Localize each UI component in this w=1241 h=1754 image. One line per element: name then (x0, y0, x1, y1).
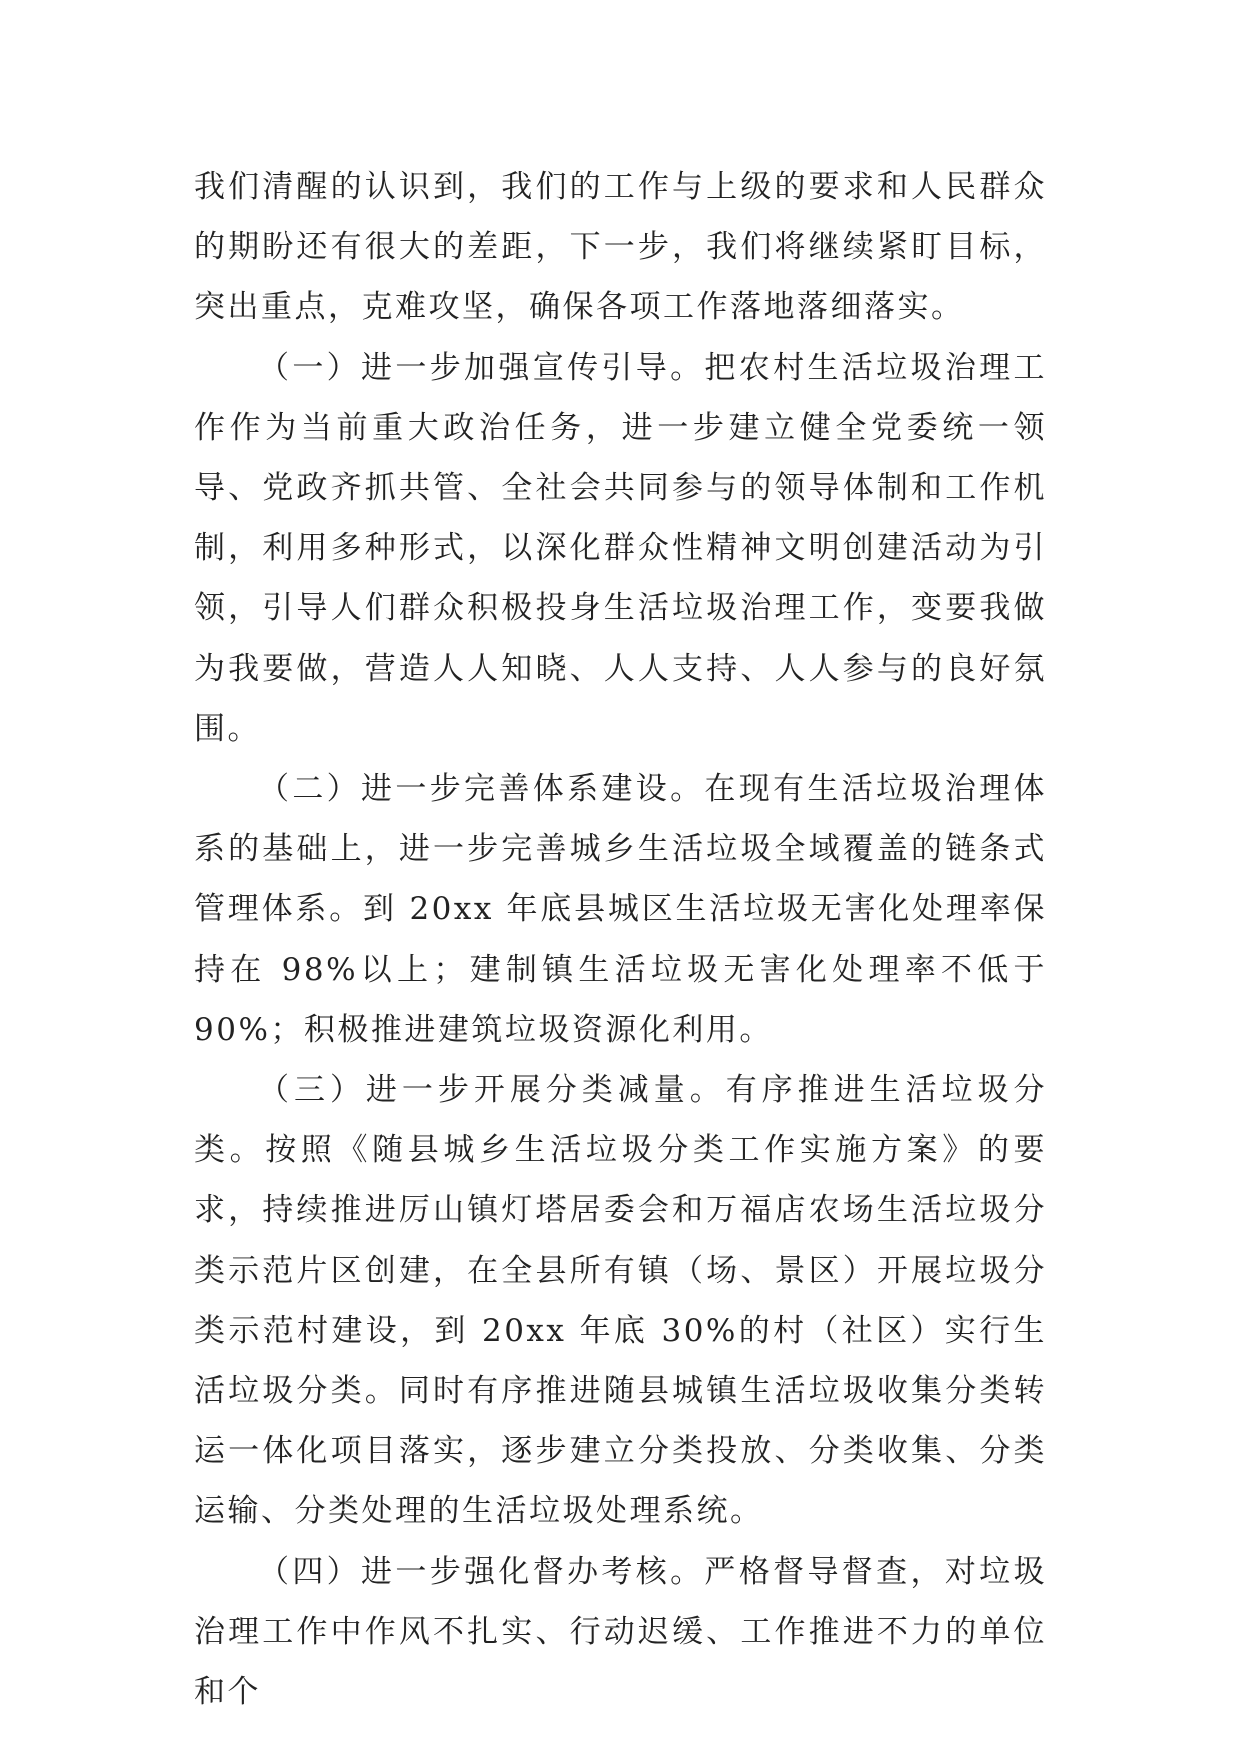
paragraph-section-2-system: （二）进一步完善体系建设。在现有生活垃圾治理体系的基础上，进一步完善城乡生活垃圾全域覆盖的链条式管理体系。到 20xx 年底县城区生活垃圾无害化处理率保持在 98%以上；建制镇生活垃圾无害化处理率不低于 90%；积极推进建筑垃圾资源化利用。 (194, 771, 1047, 1048)
paragraph-section-4-supervision: （四）进一步强化督办考核。严格督导督查，对垃圾治理工作中作风不扎实、行动迟缓、工作推进不力的单位和个 (194, 1553, 1047, 1711)
document-page (194, 157, 1047, 1722)
paragraph-section-3-sorting: （三）进一步开展分类减量。有序推进生活垃圾分类。按照《随县城乡生活垃圾分类工作实施方案》的要求，持续推进厉山镇灯塔居委会和万福店农场生活垃圾分类示范片区创建，在全县所有镇（场、景区）开展垃圾分类示范村建设，到 20xx 年底 30%的村（社区）实行生活垃圾分类。同时有序推进随县城镇生活垃圾收集分类转运一体化项目落实，逐步建立分类投放、分类收集、分类运输、分类处理的生活垃圾处理系统。 (194, 1072, 1047, 1530)
paragraph-continuation: 我们清醒的认识到，我们的工作与上级的要求和人民群众的期盼还有很大的差距，下一步，我们将继续紧盯目标，突出重点，克难攻坚，确保各项工作落地落细落实。 (194, 169, 1047, 326)
paragraph-section-1-publicity: （一）进一步加强宣传引导。把农村生活垃圾治理工作作为当前重大政治任务，进一步建立健全党委统一领导、党政齐抓共管、全社会共同参与的领导体制和工作机制，利用多种形式，以深化群众性精神文明创建活动为引领，引导人们群众积极投身生活垃圾治理工作，变要我做为我要做，营造人人知晓、人人支持、人人参与的良好氛围。 (194, 349, 1047, 747)
